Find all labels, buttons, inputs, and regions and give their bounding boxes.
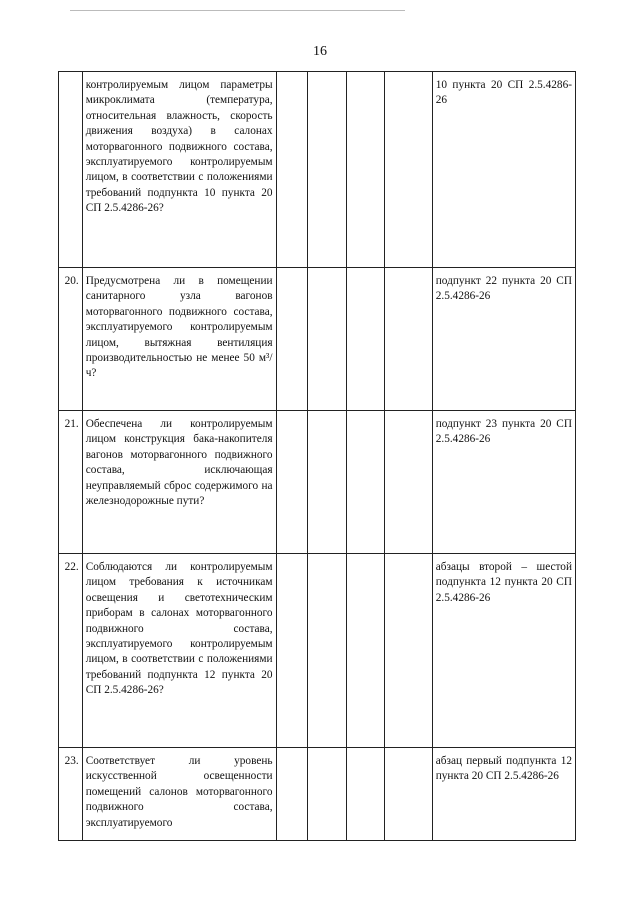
answer-na-cell [346, 748, 385, 841]
question-cell: Предусмотрена ли в помещении санитарного узла вагонов моторвагонного подвижного состава, эксплуатируемого контролируемым лицом, вытяжная вентиляция производительностью не менее 50 м³/ч? [82, 268, 276, 411]
question-cell: Соответствует ли уровень искусственной освещенности помещений салонов моторвагонного подвижного состава, эксплуатируемого [82, 748, 276, 841]
question-cell: Соблюдаются ли контролируемым лицом требования к источникам освещения и светотехническим приборам в салонах моторвагонного подвижного состава, эксплуатируемого контролируемым лицом, в соответствии с положениями требований подпункта 12 пункта 20 СП 2.5.4286-26? [82, 554, 276, 748]
question-cell: Обеспечена ли контролируемым лицом конструкция бака-накопителя вагонов моторвагонного подвижного состава, исключающая неуправляемый сброс содержимого на железнодорожные пути? [82, 411, 276, 554]
answer-na-cell [346, 72, 385, 268]
note-cell [385, 411, 432, 554]
reference-cell: подпункт 22 пункта 20 СП 2.5.4286-26 [432, 268, 575, 411]
note-cell [385, 268, 432, 411]
table-row [59, 748, 576, 841]
row-number [59, 72, 83, 268]
table-row [59, 411, 576, 554]
table-row [59, 72, 576, 268]
table-row [59, 554, 576, 748]
answer-no-cell [307, 411, 346, 554]
reference-cell: абзацы второй – шестой подпункта 12 пункта 20 СП 2.5.4286-26 [432, 554, 575, 748]
answer-yes-cell [276, 72, 307, 268]
answer-na-cell [346, 268, 385, 411]
answer-na-cell [346, 554, 385, 748]
row-number: 20. [59, 268, 83, 411]
note-cell [385, 554, 432, 748]
reference-cell: подпункт 23 пункта 20 СП 2.5.4286-26 [432, 411, 575, 554]
answer-na-cell [346, 411, 385, 554]
answer-yes-cell [276, 268, 307, 411]
reference-cell: 10 пункта 20 СП 2.5.4286-26 [432, 72, 575, 268]
checklist-table [58, 71, 576, 841]
answer-no-cell [307, 748, 346, 841]
table-row [59, 268, 576, 411]
note-cell [385, 748, 432, 841]
answer-no-cell [307, 268, 346, 411]
answer-no-cell [307, 554, 346, 748]
page-number: 16 [313, 44, 327, 59]
question-cell: контролируемым лицом параметры микроклимата (температура, относительная влажность, скорость движения воздуха) в салонах моторвагонного подвижного состава, эксплуатируемого контролируемым лицом, в соответствии с положениями требований подпункта 10 пункта 20 СП 2.5.4286-26? [82, 72, 276, 268]
answer-yes-cell [276, 554, 307, 748]
row-number: 22. [59, 554, 83, 748]
note-cell [385, 72, 432, 268]
answer-no-cell [307, 72, 346, 268]
top-scan-rule [70, 10, 405, 11]
reference-cell: абзац первый подпункта 12 пункта 20 СП 2.5.4286-26 [432, 748, 575, 841]
row-number: 23. [59, 748, 83, 841]
row-number: 21. [59, 411, 83, 554]
answer-yes-cell [276, 411, 307, 554]
answer-yes-cell [276, 748, 307, 841]
